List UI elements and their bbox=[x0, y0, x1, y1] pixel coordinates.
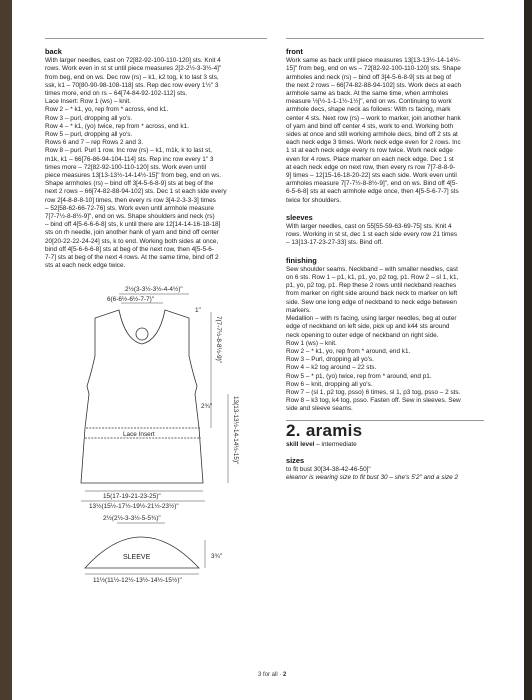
instruction-line: 1 st at each neck edge every rs row twice. Work neck edge bbox=[286, 147, 453, 155]
instruction-line: 9] times – 12[15-16-18-20-22] sts each side. Work even until bbox=[286, 172, 457, 180]
back-instructions bbox=[45, 57, 267, 270]
bottom-outer-width-label: 13½(15½-17½-19½-21½-23½)" bbox=[89, 503, 179, 511]
instruction-line: rows. Work even in st st until piece measures 2[2-2½-3-3½-4]" bbox=[45, 65, 222, 73]
bottom-width-label: 15(17-19-21-23-25)" bbox=[103, 493, 161, 501]
instruction-line: Row 1 (ws) – knit. bbox=[286, 339, 337, 347]
instruction-line: With larger needles, cast on 72[82-92-100-110-120] sts. Knit 4 bbox=[45, 57, 221, 65]
finishing-instructions bbox=[286, 266, 484, 414]
instruction-line: markers. bbox=[286, 306, 311, 314]
instruction-line: With larger needles, cast on 55[55-59-63-69-75] sts. Knit 4 bbox=[286, 223, 452, 231]
schematic-diagram bbox=[45, 278, 267, 608]
instruction-line: armhole same as back. At the same time, when armholes bbox=[286, 90, 449, 98]
instruction-line: armholes measure 7[7-7½-8-8½-9]", end on ws. Bind off 4[5- bbox=[286, 180, 458, 188]
instruction-line: Work same as back until piece measures 13[13-13½-14-14½- bbox=[286, 57, 461, 65]
instruction-line: ssk, k1 – 70[80-90-98-108-118] sts. Rep dec row every 1½" 3 bbox=[45, 81, 219, 89]
skill-value: – intermediate bbox=[314, 440, 357, 448]
instruction-line: sts at each neck edge twice. bbox=[45, 262, 126, 270]
instruction-line: Row 3 – purl, dropping all yo's. bbox=[45, 114, 133, 122]
instruction-line: armhole decs, shape neck as follows: With rs facing, mark bbox=[286, 106, 451, 114]
instruction-line: center 4 sts. Next row (rs) – work to marker, join another hank bbox=[286, 114, 461, 122]
right-column-rule bbox=[286, 38, 484, 39]
armhole-depth-label: 7(7-7½-8-8½-9)" bbox=[215, 316, 222, 364]
instruction-line: at each neck edge on next row, then every rs row 7[7-8-8-9- bbox=[286, 163, 456, 171]
instruction-line: twice for shoulders. bbox=[286, 196, 342, 204]
instruction-line: the next 2 rows – 66[74-82-88-94-102] sts. Work decs at each bbox=[286, 81, 462, 89]
instruction-line: 15]" from beg, end on ws – 72[82-92-100-110-120] sts. Shape bbox=[286, 65, 461, 73]
lace-insert-label: Lace Insert bbox=[123, 431, 155, 439]
back-heading: back bbox=[45, 47, 62, 56]
instruction-line: sts on rh needle, join another hank of yarn and bind off center bbox=[45, 229, 219, 237]
instruction-line: times more – 72[82-92-100-110-120] sts. Work even until bbox=[45, 163, 207, 171]
sleeves-heading: sleeves bbox=[286, 212, 313, 222]
front-heading: front bbox=[286, 47, 303, 56]
instruction-line: piece measures 13[13-13½-14-14½-15]" from beg, end on ws. bbox=[45, 172, 221, 180]
left-column-rule bbox=[45, 38, 267, 39]
instruction-line: Sew shoulder seams. Neckband – with smaller needles, cast bbox=[286, 265, 458, 273]
body-outline bbox=[81, 310, 203, 483]
instruction-line: Rows 6 and 7 – rep Rows 2 and 3. bbox=[45, 139, 144, 147]
instruction-line: – 52[58-62-66-72-76] sts. Work even until armhole measure bbox=[45, 204, 214, 212]
pattern-name: aramis bbox=[305, 420, 363, 440]
instruction-line: of yarn and bind off center 4 sts, work to end. Working both bbox=[286, 122, 454, 130]
instruction-line: row 2[4-8-8-8-10] times, then every rs row 3[4-2-3-3-3] times bbox=[45, 196, 216, 204]
skill-level bbox=[286, 441, 484, 449]
instruction-line: Row 6 – knit, dropping all yo's. bbox=[286, 380, 373, 388]
instruction-line: measure ½[½-1-1-1½-1½]", end on ws. Continuing to work bbox=[286, 98, 452, 106]
instruction-line: Row 2 – * k1, yo, rep from * around, end k1. bbox=[286, 347, 411, 355]
waist-length-label: 2¾" bbox=[201, 403, 213, 411]
neck-medallion bbox=[136, 328, 148, 340]
instruction-line: Row 5 – * p1, (yo) twice, rep from * around, end p1. bbox=[286, 372, 432, 380]
sizes-line: to fit bust 30[34-38-42-46-50]" bbox=[286, 466, 371, 474]
instruction-line: from beg, end on ws. Dec row (rs) – k1, k2 tog, k to last 3 sts, bbox=[45, 73, 219, 81]
instruction-line: neck opening to outer edge of neckband on right side. bbox=[286, 331, 439, 339]
pattern-number: 2. bbox=[286, 420, 301, 440]
instruction-line: Row 2 – * k1, yo, rep from * across, end k1. bbox=[45, 106, 169, 114]
sleeve-label: SLEEVE bbox=[123, 554, 151, 562]
sizes-heading: sizes bbox=[286, 455, 305, 465]
instruction-line: each neck edge 3 times. Work neck edge even for 2 rows. Inc bbox=[286, 139, 461, 147]
page-edge-right bbox=[524, 0, 532, 700]
right-column bbox=[286, 48, 484, 483]
instruction-line: on 6 sts. Row 1 – p1, k1, p1, yo, p2 tog, p1. Row 2 – sl 1, k1, bbox=[286, 274, 459, 282]
side-length-label: 13(13-13½-14-14½-15)" bbox=[232, 396, 239, 465]
instruction-line: even for 4 rows. Place marker on each neck edge. Dec 1 st bbox=[286, 155, 454, 163]
instruction-line: 20[20-22-22-24-24] sts, k to end. Working both sides at once, bbox=[45, 237, 219, 245]
instruction-line: side. Sew one long edge of neckband to neck edge between bbox=[286, 298, 457, 306]
instruction-line: – bind off 4[5-6-6-6-8] sts, k until there are 12[14-14-16-18-18] bbox=[45, 221, 221, 229]
neck-width-label: 6(6-6½-6½-7-7)" bbox=[107, 296, 155, 304]
instruction-line: next 2 rows – 66[74-82-88-94-102] sts. Dec 1 st each side every bbox=[45, 188, 227, 196]
instruction-line: Row 4 – * k1, (yo) twice, rep from * across, end k1. bbox=[45, 122, 189, 130]
instruction-line: times more, end on rs – 64[74-84-92-102-112] sts. bbox=[45, 90, 187, 98]
instruction-line: Medallion – with rs facing, using larger needles, beg at outer bbox=[286, 315, 457, 323]
pattern-title bbox=[286, 420, 484, 440]
instruction-line: 6-5-6-8] sts at each armhole edge once, then 4[5-5-6-7-7] sts bbox=[286, 188, 459, 196]
instruction-line: sides at once and still working armhole decs, bind off 2 sts at bbox=[286, 131, 458, 139]
sleeve-top-label: 2½(2½-3-3½-5-5¾)" bbox=[103, 515, 161, 523]
page-footer: 3 for all · 2 bbox=[258, 672, 287, 678]
sleeves-instructions bbox=[286, 223, 484, 248]
instruction-line: from marker on right side around back neck to marker on left bbox=[286, 290, 458, 298]
instruction-line: edge of neckband on left side, pick up and k44 sts around bbox=[286, 323, 450, 331]
instruction-line: Row 8 – purl. Purl 1 row. Inc row (rs) – k1, m1k, k to last st, bbox=[45, 147, 212, 155]
instruction-line: Shape armholes (rs) – bind off 3[4-5-6-8-9] sts at beg of the bbox=[45, 180, 214, 188]
instruction-line: – 13[13-17-23-27-33] sts. Bind off. bbox=[286, 239, 383, 247]
instruction-line: bind off 4[5-6-6-6-8] sts at beg of the next row, then 4[5-5-6- bbox=[45, 245, 214, 253]
instruction-line: side and sleeve seams. bbox=[286, 405, 353, 413]
front-instructions bbox=[286, 57, 484, 205]
shoulder-drop-label: 1" bbox=[195, 307, 201, 315]
instruction-line: 7[7-7½-8-8½-9]", end on ws. Shape shoulders and neck (rs) bbox=[45, 213, 215, 221]
instruction-line: Row 7 – (sl 1, p2 tog, psso) 6 times, sl 1, p3 tog, psso – 2 sts. bbox=[286, 388, 461, 396]
instruction-line: Row 4 – k2 tog around – 22 sts. bbox=[286, 364, 377, 372]
instruction-line: Row 8 – k3 tog, k4 tog, psso. Fasten off. Sew in sleeves. Sew bbox=[286, 397, 461, 405]
page-edge-left bbox=[0, 0, 12, 700]
skill-label: skill level bbox=[286, 440, 315, 448]
footer-text: 3 for all bbox=[258, 672, 278, 678]
sizes-note: eleanor is wearing size to fit bust 30 – she's 5'2" and a size 2 bbox=[286, 474, 459, 482]
instruction-line: armholes and neck (rs) – bind off 3[4-5-6-8-9] sts at beg of bbox=[286, 73, 452, 81]
instruction-line: p1, yo, p2 tog, p1. Rep these 2 rows until neckband reaches bbox=[286, 282, 457, 290]
left-column bbox=[45, 48, 267, 608]
sleeve-outline bbox=[85, 537, 199, 568]
instruction-line: 7-7] sts at beg of the next 4 rows. At the same time, bind off 2 bbox=[45, 254, 219, 262]
top-width-label: 2½(3-3½-3½-4-4½)" bbox=[125, 286, 183, 294]
finishing-heading: finishing bbox=[286, 255, 317, 265]
sleeve-depth-label: 3¾" bbox=[211, 553, 223, 561]
instruction-line: rows. Working in st st, dec 1 st each side every row 21 times bbox=[286, 231, 458, 239]
instruction-line: Row 5 – purl, dropping all yo's. bbox=[45, 131, 133, 139]
instruction-line: Lace Insert: Row 1 (ws) – knit. bbox=[45, 98, 131, 106]
instruction-line: Row 3 – Purl, dropping all yo's. bbox=[286, 356, 374, 364]
instruction-line: m1k, k1 – 66[76-86-94-104-114] sts. Rep inc row every 1" 3 bbox=[45, 155, 214, 163]
sleeve-bottom-label: 11½(11½-12½-13½-14½-15½)" bbox=[93, 577, 182, 585]
page-number: 2 bbox=[283, 672, 287, 678]
